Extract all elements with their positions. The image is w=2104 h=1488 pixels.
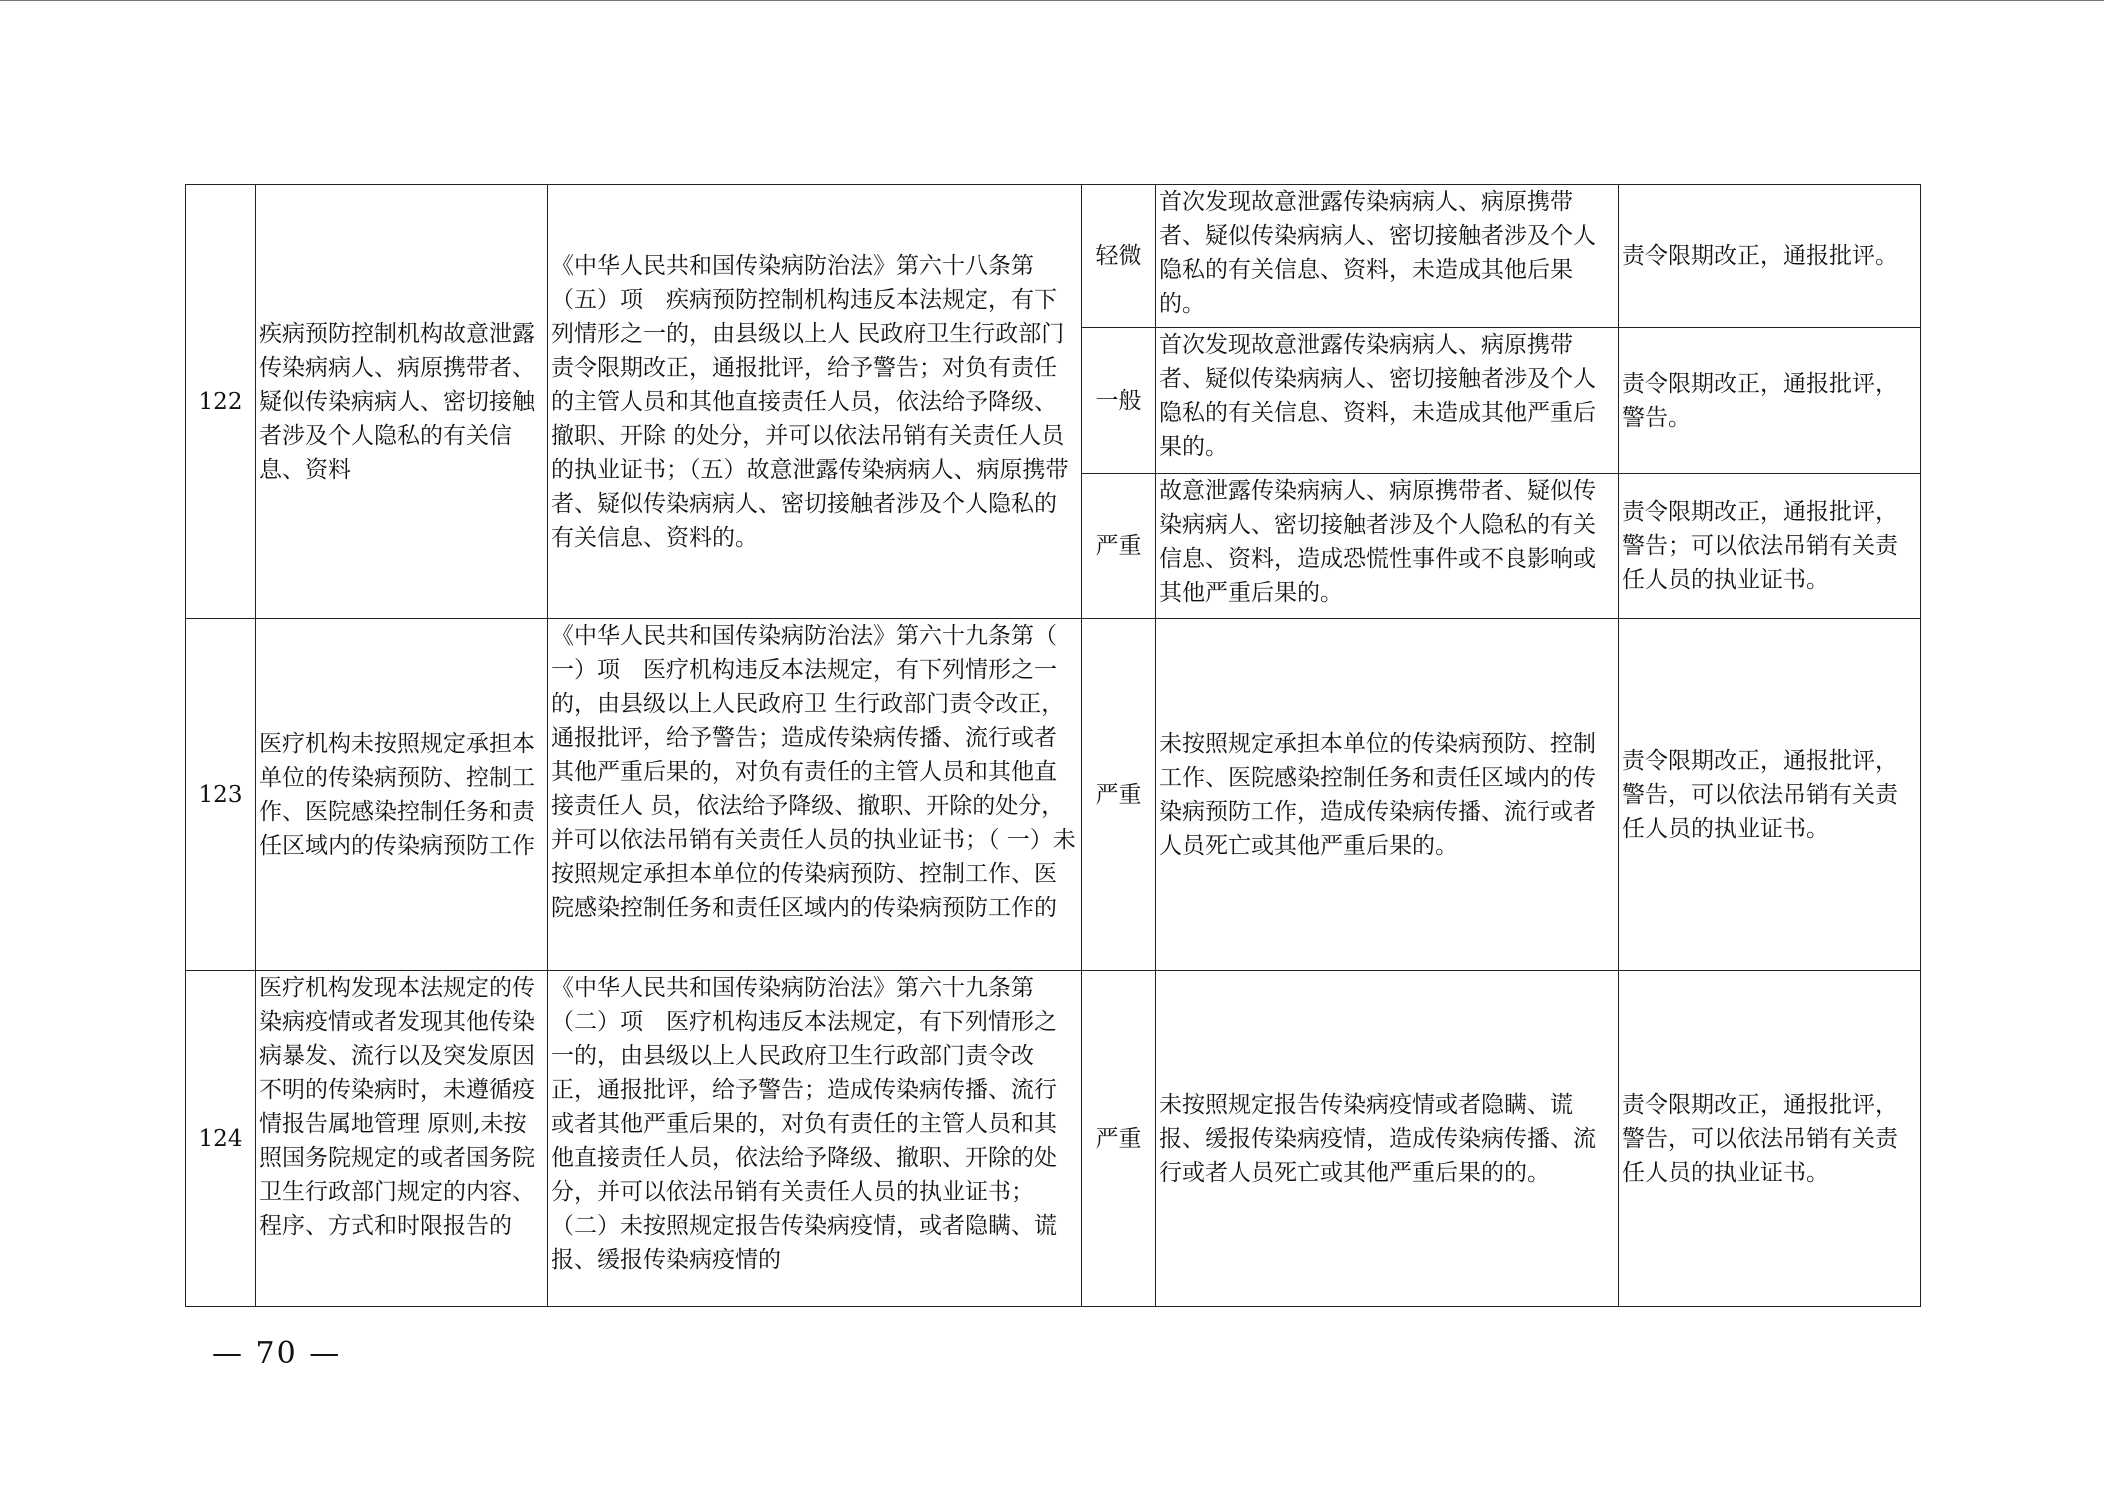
circumstance-cell: 首次发现故意泄露传染病病人、病原携带者、疑似传染病病人、密切接触者涉及个人隐私的有关信息、资料，未造成其他后果的。 [1156,185,1619,328]
legal-basis: 《中华人民共和国传染病防治法》第六十九条第（二）项 医疗机构违反本法规定，有下列情形之一的，由县级以上人民政府卫生行政部门责令改正，通报批评，给予警告；造成传染病传播、流行或者其他严重后果的，对负有责任的主管人员和其他直接责任人员，依法给予降级、撤职、开除的处分，并可以依法吊销有关责任人员的执业证书；（二）未按照规定报告传染病疫情，或者隐瞒、谎报、缓报传染病疫情的 [548,971,1082,1307]
row-number: 124 [186,971,256,1307]
table-row-124 [186,971,1921,1307]
penalty-cell: 责令限期改正，通报批评，警告，可以依法吊销有关责任人员的执业证书。 [1619,619,1921,971]
penalty-cell: 责令限期改正，通报批评，警告，可以依法吊销有关责任人员的执业证书。 [1619,971,1921,1307]
page-number: — 70 — [212,1336,342,1371]
circumstance-cell: 故意泄露传染病病人、病原携带者、疑似传染病病人、密切接触者涉及个人隐私的有关信息、资料，造成恐慌性事件或不良影响或其他严重后果的。 [1156,474,1619,619]
circumstance-cell: 未按照规定报告传染病疫情或者隐瞒、谎报、缓报传染病疫情，造成传染病传播、流行或者人员死亡或其他严重后果的的。 [1156,971,1619,1307]
circumstance-cell: 首次发现故意泄露传染病病人、病原携带者、疑似传染病病人、密切接触者涉及个人隐私的有关信息、资料，未造成其他严重后果的。 [1156,328,1619,474]
row-number: 122 [186,185,256,619]
penalty-cell: 责令限期改正，通报批评，警告。 [1619,328,1921,474]
top-rule [0,0,2104,1]
penalty-cell: 责令限期改正，通报批评。 [1619,185,1921,328]
level-cell: 严重 [1082,971,1156,1307]
level-cell: 轻微 [1082,185,1156,328]
level-cell: 严重 [1082,474,1156,619]
level-cell: 严重 [1082,619,1156,971]
violation-item: 医疗机构未按照规定承担本单位的传染病预防、控制工作、医院感染控制任务和责任区域内的传染病预防工作 [256,619,548,971]
row-number: 123 [186,619,256,971]
table-row-123 [186,619,1921,971]
legal-basis: 《中华人民共和国传染病防治法》第六十九条第（ 一）项 医疗机构违反本法规定，有下列情形之一的，由县级以上人民政府卫 生行政部门责令改正，通报批评，给予警告；造成传染病传播、流行或者其他严重后果的，对负有责任的主管人员和其他直接责任人 员，依法给予降级、撤职、开除的处分，并可以依法吊销有关责任人员的执业证书；（ 一）未按照规定承担本单位的传染病预防、控制工作、医院感染控制任务和责任区域内的传染病预防工作的 [548,619,1082,971]
violation-item: 疾病预防控制机构故意泄露传染病病人、病原携带者、疑似传染病病人、密切接触者涉及个人隐私的有关信息、资料 [256,185,548,619]
penalty-cell: 责令限期改正，通报批评，警告；可以依法吊销有关责任人员的执业证书。 [1619,474,1921,619]
circumstance-cell: 未按照规定承担本单位的传染病预防、控制工作、医院感染控制任务和责任区域内的传染病预防工作，造成传染病传播、流行或者人员死亡或其他严重后果的。 [1156,619,1619,971]
violation-item: 医疗机构发现本法规定的传染病疫情或者发现其他传染病暴发、流行以及突发原因不明的传染病时，未遵循疫情报告属地管理 原则,未按照国务院规定的或者国务院卫生行政部门规定的内容、程序、方式和时限报告的 [256,971,548,1307]
level-cell: 一般 [1082,328,1156,474]
table-row-122 [186,185,1921,328]
legal-basis: 《中华人民共和国传染病防治法》第六十八条第（五）项 疾病预防控制机构违反本法规定，有下列情形之一的，由县级以上人 民政府卫生行政部门责令限期改正，通报批评，给予警告；对负有责任的主管人员和其他直接责任人员，依法给予降级、撤职、开除 的处分，并可以依法吊销有关责任人员的执业证书；（五）故意泄露传染病病人、病原携带者、疑似传染病病人、密切接触者涉及个人隐私的有关信息、资料的。 [548,185,1082,619]
penalty-table [185,184,1921,1307]
